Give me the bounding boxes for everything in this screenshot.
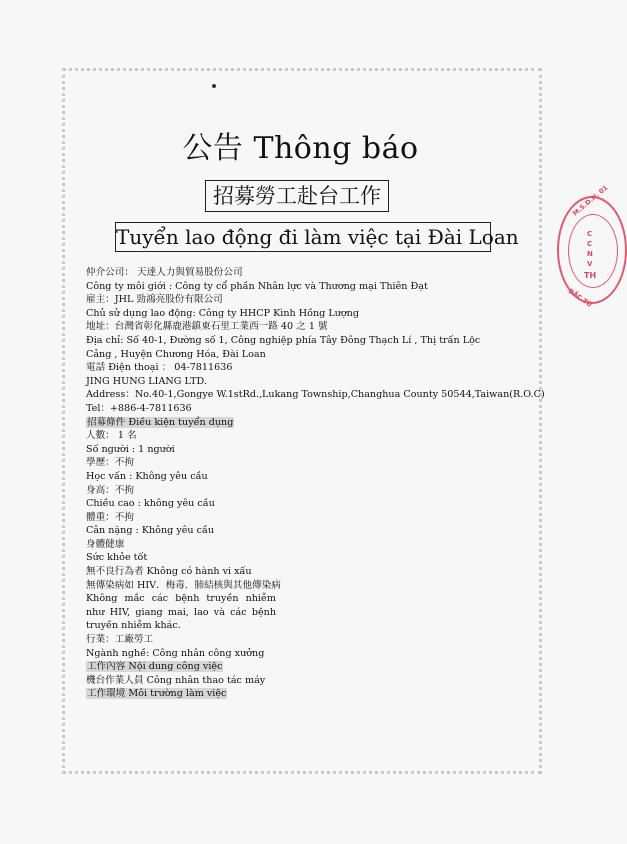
work-environment-heading: 工作環境 Môi trường làm việc [87, 688, 227, 700]
industry-vn: Ngành nghề: Công nhân công xưởng [86, 647, 265, 659]
employer-line-cn: 雇主：JHL 勁鴻亮股份有限公司 [86, 294, 223, 306]
industry-cn: 行業：工廠勞工 [86, 634, 154, 646]
conduct-line: 無不良行為者 Không có hành vi xấu [86, 566, 252, 578]
conditions-heading: 招募條件 Điều kiện tuyển dụng [87, 416, 234, 428]
agency-line-cn: 仲介公司： 天達人力與貿易股份公司 [86, 267, 243, 278]
ink-dot [212, 84, 216, 88]
seal-letter-1: C [587, 230, 593, 238]
seal-letter-4: V [587, 260, 593, 268]
company-seal-text [555, 183, 610, 310]
height-cn: 身高：不拘 [86, 484, 134, 496]
seal-letter-2: C [587, 240, 593, 248]
seal-ring-bottom-text: BẮC TỪ [566, 287, 594, 310]
address-line-vn: Địa chỉ: Số 40-1, Đường số 1, Công nghiệp phía Tây Đông Thạch Lí , Thị trấn Lộc Cảng , Huyện Chương Hóa, Đài Loan [86, 334, 481, 360]
address-line-cn: 地址：台灣省彰化縣鹿港鎮東石里工業西一路 40 之 1 號 [86, 321, 328, 333]
weight-vn: Cân nặng : Không yêu cầu [86, 525, 215, 537]
disease-line-vn: Không mắc các bệnh truyền nhiễm như HIV, giang mai, lao và các bệnh truyền nhiễm khác. [86, 593, 276, 632]
recruitment-heading-vietnamese: Tuyển lao động đi làm việc tại Đài Loan [115, 222, 491, 252]
address-line-en: Address：No.40-1,Gongye W.1stRd.,Lukang Township,Changhua County 50544,Taiwan(R.O.C) [86, 389, 545, 401]
job-content-line: 機台作業人員 Công nhân thao tác máy [86, 674, 266, 686]
notice-body [86, 266, 545, 701]
education-cn: 學歷：不拘 [86, 457, 134, 469]
health-vn: Sức khỏe tốt [86, 552, 148, 564]
tel-line: Tel：+886-4-7811636 [86, 402, 192, 414]
seal-ring-top-text: M.S.D.N. 01 [571, 183, 610, 218]
recruitment-heading-chinese: 招募勞工赴台工作 [205, 180, 389, 212]
seal-letter-3: N [587, 250, 593, 258]
job-content-heading: 工作內容 Nội dung công việc [87, 661, 223, 673]
disease-line-cn: 無傳染病如 HIV．梅毒．肺結核與其他傳染病 [86, 579, 281, 591]
seal-letter-5: TH [584, 271, 597, 280]
education-vn: Học vấn : Không yêu cầu [86, 470, 208, 482]
company-name-en: JING HUNG LIANG LTD. [86, 375, 207, 387]
headcount-vn: Số người : 1 người [86, 443, 175, 455]
phone-line: 電話 Điện thoại ： 04-7811636 [86, 362, 233, 374]
weight-cn: 體重：不拘 [86, 511, 134, 523]
health-cn: 身體健康 [86, 538, 125, 550]
agency-line-vn: Công ty môi giới : Công ty cổ phần Nhân lực và Thương mại Thiên Đạt [86, 280, 428, 292]
notice-title: 公告 Thông báo [182, 131, 419, 166]
employer-line-vn: Chủ sử dụng lao động: Công ty HHCP Kình Hồng Lượng [86, 307, 360, 319]
headcount-cn: 人數： 1 名 [86, 430, 137, 442]
height-vn: Chiều cao : không yêu cầu [86, 498, 215, 510]
